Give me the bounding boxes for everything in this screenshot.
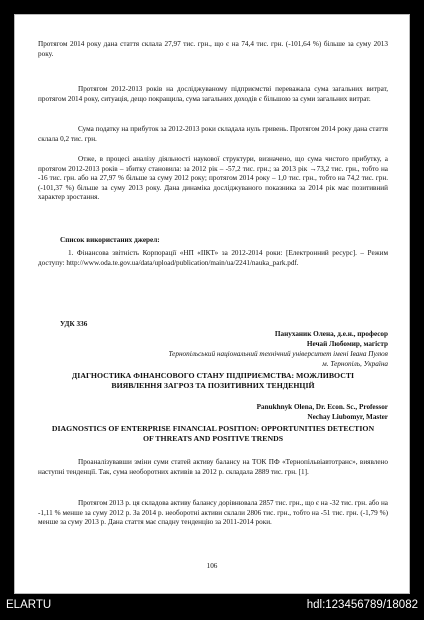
footer-bar — [0, 594, 424, 620]
paragraph-4: Отже, в процесі аналізу діяльності наукової структури, визначено, що сума чистого прибутку, а протягом 2012-2013 років – збитку становила: за 2012 рік – -57,2 тис. грн.; за 2013 рік →73,2 тис. грн., тобто на -16 тис. грн. або на 27,97 % більше за суму 2012 року; протягом 2014 року – 1,0 тис. грн., тобто на 74,2 тис. грн. (-101,37 %) більше за суму 2013 року. Дана динаміка досліджуваного показника за 2014 рік має позитивний характер зростання. — [38, 155, 388, 201]
title-english: DIAGNOSTICS OF ENTERPRISE FINANCIAL POSITION: OPPORTUNITIES DETECTION OF THREATS AND POSITIVE TRENDS — [51, 424, 375, 443]
affiliation-city: м. Тернопіль, Україна — [322, 360, 388, 368]
paragraph-5: Проаналізувавши зміни суми статей активу балансу на ТОК ПФ «Тернопільвіавтотранс», виявлено наступні тенденції. Так, сума необоротних активів за 2012 р. складала 2889 тис. грн. [1]. — [38, 458, 388, 476]
paragraph-1: Протягом 2014 року дана стаття склала 27,97 тис. грн., що є на 74,4 тис. грн. (-101,64 %) більше за суму 2013 року. — [38, 40, 388, 58]
paragraph-3: Сума податку на прибуток за 2012-2013 роки складала нуль гривень. Протягом 2014 року дана стаття склала 0,2 тис. грн. — [38, 125, 388, 143]
page-number: 106 — [206, 562, 218, 570]
footer-handle: hdl:123456789/18082 — [306, 599, 418, 611]
title-ukrainian: ДІАГНОСТИКА ФІНАНСОВОГО СТАНУ ПІДПРИЄМСТВА: МОЖЛИВОСТІ ВИЯВЛЕННЯ ЗАГРОЗ ТА ПОЗИТИВНИХ ТЕНДЕНЦІЙ — [71, 371, 355, 390]
affiliation: Тернопільський національний технічний університет імені Івана Пулюя — [168, 350, 388, 358]
footer-repository: ELARTU — [6, 599, 52, 611]
author-1: Пануханик Олена, д.е.н., професор — [274, 330, 388, 338]
paragraph-2: Протягом 2012-2013 років на досліджуваному підприємстві переважала сума загальних витрат, протягом 2014 року, ситуація, дещо покращила, сума загальних доходів є більшою за суми загальних витрат. — [38, 85, 388, 103]
document-page — [14, 14, 410, 594]
reference-1: 1. Фінансова звітність Корпорації «НП «ІІКТ» за 2012-2014 роки: [Електронний ресурс]. – Режим доступу: http://www.oda.te.gov.ua/data/upload/publication/main/ua/2241/nauka_park.pdf. — [38, 249, 388, 267]
paragraph-6: Протягом 2013 р. ця складова активу балансу дорівнювала 2857 тис. грн., що є на -32 тис. грн. або на -1,11 % менше за суму 2012 р. За 2014 р. необоротні активи склали 2806 тис. грн., тобто на -51 тис. грн. (-1,79 %) менше за суму 2013 р. Дана стаття має спадну тенденцію за 2011-2014 роки. — [38, 499, 388, 526]
author-en-2: Nechay Liubomyr, Master — [307, 413, 388, 421]
author-2: Нечай Любомир, магістр — [306, 340, 388, 348]
author-en-1: Panukhnyk Olena, Dr. Econ. Sc., Professor — [256, 403, 388, 411]
references-title: Список використаних джерел: — [60, 236, 160, 244]
udc-code: УДК 336 — [60, 320, 88, 328]
